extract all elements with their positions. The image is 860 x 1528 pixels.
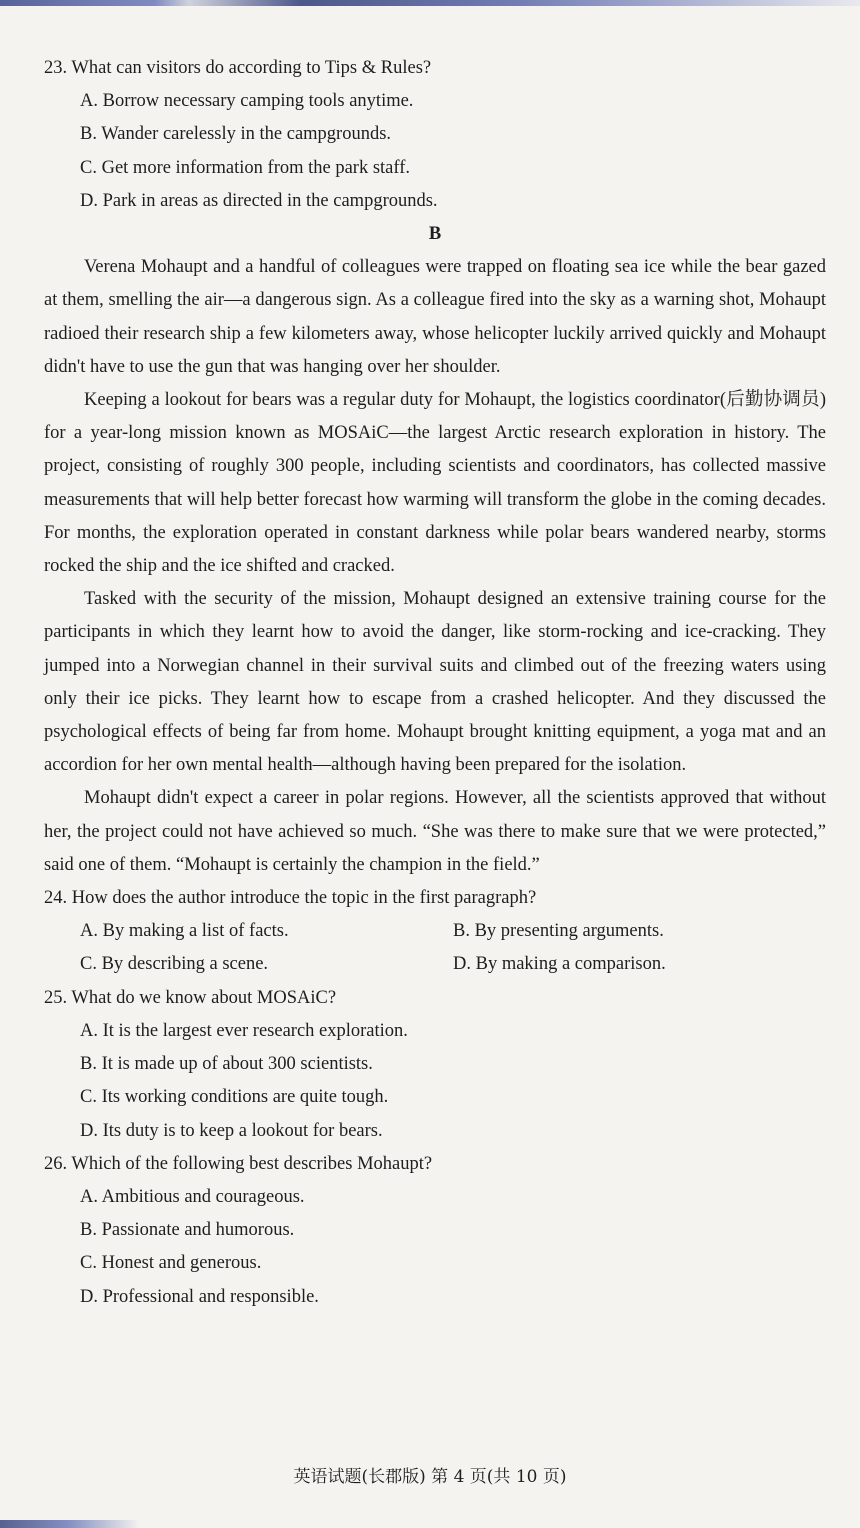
paragraph: Mohaupt didn't expect a career in polar regions. However, all the scientists approved that without her, the project could not have achieved so much. “She was there to make sure that we were protected,” said one of them. “Mohaupt is certainly the champion in the field.” (44, 788, 826, 875)
paragraph: Tasked with the security of the mission, Mohaupt designed an extensive training course for the participants in which they learnt how to avoid the danger, like storm-rocking and ice-cracking. They jumped into a Norwegian channel in their survival suits and climbed out of the freezing waters using only their ice picks. They learnt how to escape from a crashed helicopter. And they discussed the psychological effects of being far from home. Mohaupt brought knitting equipment, a yoga mat and an accordion for her own mental health—although having been prepared for the isolation. (44, 589, 826, 776)
option-a: A. Borrow necessary camping tools anytime. (80, 91, 414, 112)
option-a: A. Ambitious and courageous. (80, 1186, 305, 1207)
option-b: B. It is made up of about 300 scientists. (80, 1054, 373, 1075)
scan-edge-bottom (0, 1520, 140, 1528)
option-c: C. Honest and generous. (80, 1253, 262, 1274)
option-row (80, 915, 826, 948)
question-25 (44, 982, 826, 1148)
option-b: B. By presenting arguments. (453, 921, 664, 942)
option-b: B. Wander carelessly in the campgrounds. (80, 124, 392, 145)
question-23 (44, 52, 826, 218)
passage-b (44, 251, 826, 882)
exam-page (44, 52, 826, 1314)
option-b: B. Passionate and humorous. (80, 1220, 295, 1241)
question-stem: 26. Which of the following best describes Mohaupt? (44, 1153, 433, 1174)
scan-edge-top (0, 0, 860, 6)
question-stem: 24. How does the author introduce the topic in the first paragraph? (44, 888, 537, 909)
paragraph: Keeping a lookout for bears was a regular duty for Mohaupt, the logistics coordinator(后勤协调员) for a year-long mission known as MOSAiC—the largest Arctic research exploration in history. The project, consisting of roughly 300 people, including scientists and coordinators, has collected massive measurements that will help better forecast how warming will transform the globe in the coming decades. For months, the exploration operated in constant darkness while polar bears wandered nearby, storms rocked the ship and the ice shifted and cracked. (44, 390, 826, 577)
section-title: B (428, 224, 442, 245)
question-24 (44, 882, 826, 982)
option-d: D. Park in areas as directed in the campgrounds. (80, 190, 438, 211)
question-stem: 25. What do we know about MOSAiC? (44, 987, 337, 1008)
option-c: C. Get more information from the park staff. (80, 157, 411, 178)
page-footer: 英语试题(长郡版) 第 4 页(共 10 页) (293, 1467, 567, 1487)
question-stem: 23. What can visitors do according to Tips & Rules? (44, 58, 432, 78)
option-d: D. Its duty is to keep a lookout for bears. (80, 1120, 383, 1141)
option-c: C. By describing a scene. (80, 954, 269, 975)
option-d: D. Professional and responsible. (80, 1286, 319, 1307)
question-26 (44, 1148, 826, 1314)
option-row (80, 948, 826, 981)
option-a: A. By making a list of facts. (80, 921, 289, 942)
option-d: D. By making a comparison. (453, 954, 666, 975)
option-a: A. It is the largest ever research exploration. (80, 1020, 408, 1041)
paragraph: Verena Mohaupt and a handful of colleagues were trapped on floating sea ice while the bear gazed at them, smelling the air—a dangerous sign. As a colleague fired into the sky as a warning shot, Mohaupt radioed their research ship a few kilometers away, whose helicopter luckily arrived quickly and Mohaupt didn't have to use the gun that was hanging over her shoulder. (44, 257, 826, 377)
option-c: C. Its working conditions are quite tough. (80, 1087, 389, 1108)
